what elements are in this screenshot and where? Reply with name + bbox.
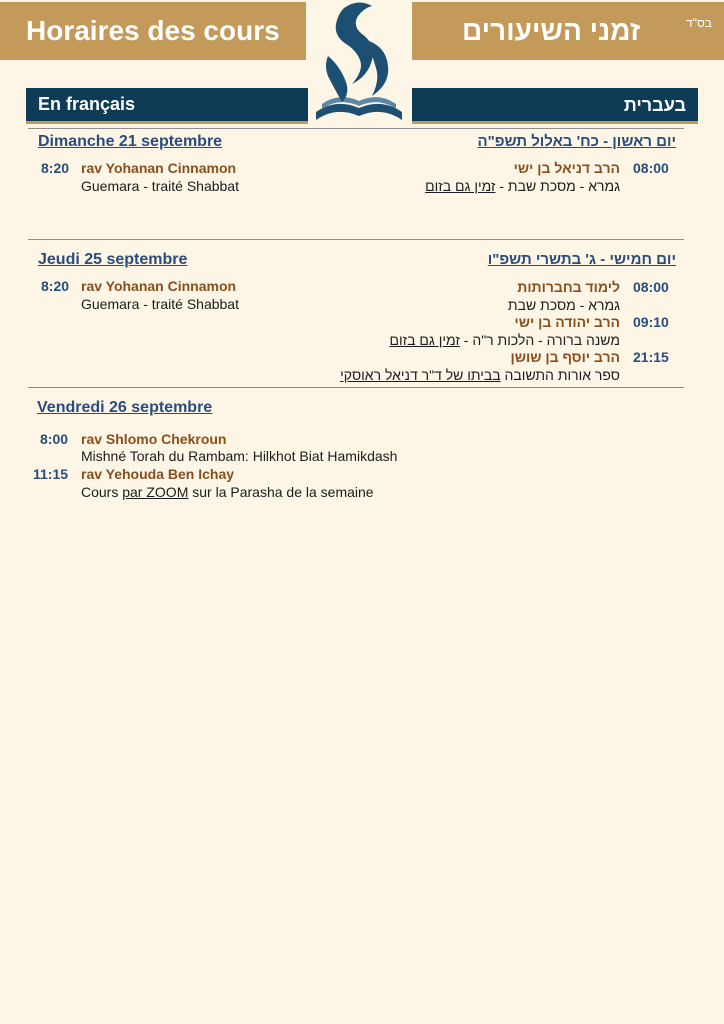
- page-title-hebrew: זמני השיעורים: [462, 15, 641, 46]
- lesson-description: [425, 178, 620, 194]
- lesson-rabbi: לימוד בחברותות: [517, 279, 620, 295]
- lesson-description-text: Cours: [81, 484, 123, 500]
- lesson-rabbi: rav Shlomo Chekroun: [81, 431, 227, 447]
- lesson-time: 08:00: [633, 160, 669, 176]
- bsd-mark: בס"ד: [686, 16, 712, 30]
- section-label-french: En français: [38, 94, 136, 114]
- lesson-time: 21:15: [633, 349, 669, 365]
- lesson-description-text: גמרא - מסכת שבת -: [495, 178, 620, 194]
- section-bar-hebrew: [412, 88, 698, 124]
- lesson-description: גמרא - מסכת שבת: [507, 297, 620, 313]
- lesson-rabbi: הרב יוסף בן שושן: [510, 349, 620, 365]
- lesson-description: Guemara - traité Shabbat: [81, 296, 239, 312]
- zoom-link[interactable]: זמין גם בזום: [389, 332, 460, 348]
- divider: [28, 387, 684, 388]
- lesson-time: 11:15: [33, 466, 69, 482]
- header-banner-french: [0, 2, 306, 60]
- day-heading-french: Vendredi 26 septembre: [37, 399, 213, 416]
- day-heading-hebrew: יום חמישי - ג' בתשרי תשפ"ו: [487, 251, 676, 268]
- lesson-description-text: sur la Parasha de la semaine: [188, 484, 374, 500]
- page-title-french: Horaires des cours: [26, 15, 280, 46]
- lesson-time: 8:20: [41, 160, 70, 176]
- lesson-time: 09:10: [633, 314, 669, 330]
- day-heading-french: Dimanche 21 septembre: [38, 133, 223, 150]
- section-bar-french: [26, 88, 308, 124]
- lesson-description: [81, 484, 374, 500]
- header-banner-hebrew: [412, 2, 724, 60]
- divider: [28, 128, 684, 129]
- location-link[interactable]: בביתו של ד"ר דניאל ראוסקי: [340, 367, 501, 383]
- lesson-description-text: משנה ברורה - הלכות ר"ה -: [459, 332, 620, 348]
- zoom-link[interactable]: זמין גם בזום: [425, 178, 496, 194]
- lesson-rabbi: הרב יהודה בן ישי: [514, 314, 620, 330]
- zoom-link[interactable]: par ZOOM: [122, 484, 189, 500]
- section-label-hebrew: בעברית: [623, 95, 686, 115]
- lesson-description: [390, 332, 620, 348]
- lesson-description: Guemara - traité Shabbat: [81, 178, 239, 194]
- lesson-rabbi: הרב דניאל בן ישי: [513, 160, 620, 176]
- lesson-time: 08:00: [633, 279, 669, 295]
- lesson-time: 8:20: [41, 278, 70, 294]
- day-heading-french: Jeudi 25 septembre: [38, 251, 188, 268]
- divider: [28, 239, 684, 240]
- lesson-rabbi: rav Yohanan Cinnamon: [81, 278, 237, 294]
- lesson-description: [340, 367, 620, 383]
- lesson-description-text: ספר אורות התשובה: [500, 367, 620, 383]
- lesson-rabbi: rav Yehouda Ben Ichay: [81, 466, 235, 482]
- shin-logo-icon: [306, 0, 412, 130]
- lesson-time: 8:00: [40, 431, 69, 447]
- day-heading-hebrew: יום ראשון - כח' באלול תשפ"ה: [477, 133, 676, 150]
- lesson-description: Mishné Torah du Rambam: Hilkhot Biat Hamikdash: [81, 448, 398, 464]
- lesson-rabbi: rav Yohanan Cinnamon: [81, 160, 237, 176]
